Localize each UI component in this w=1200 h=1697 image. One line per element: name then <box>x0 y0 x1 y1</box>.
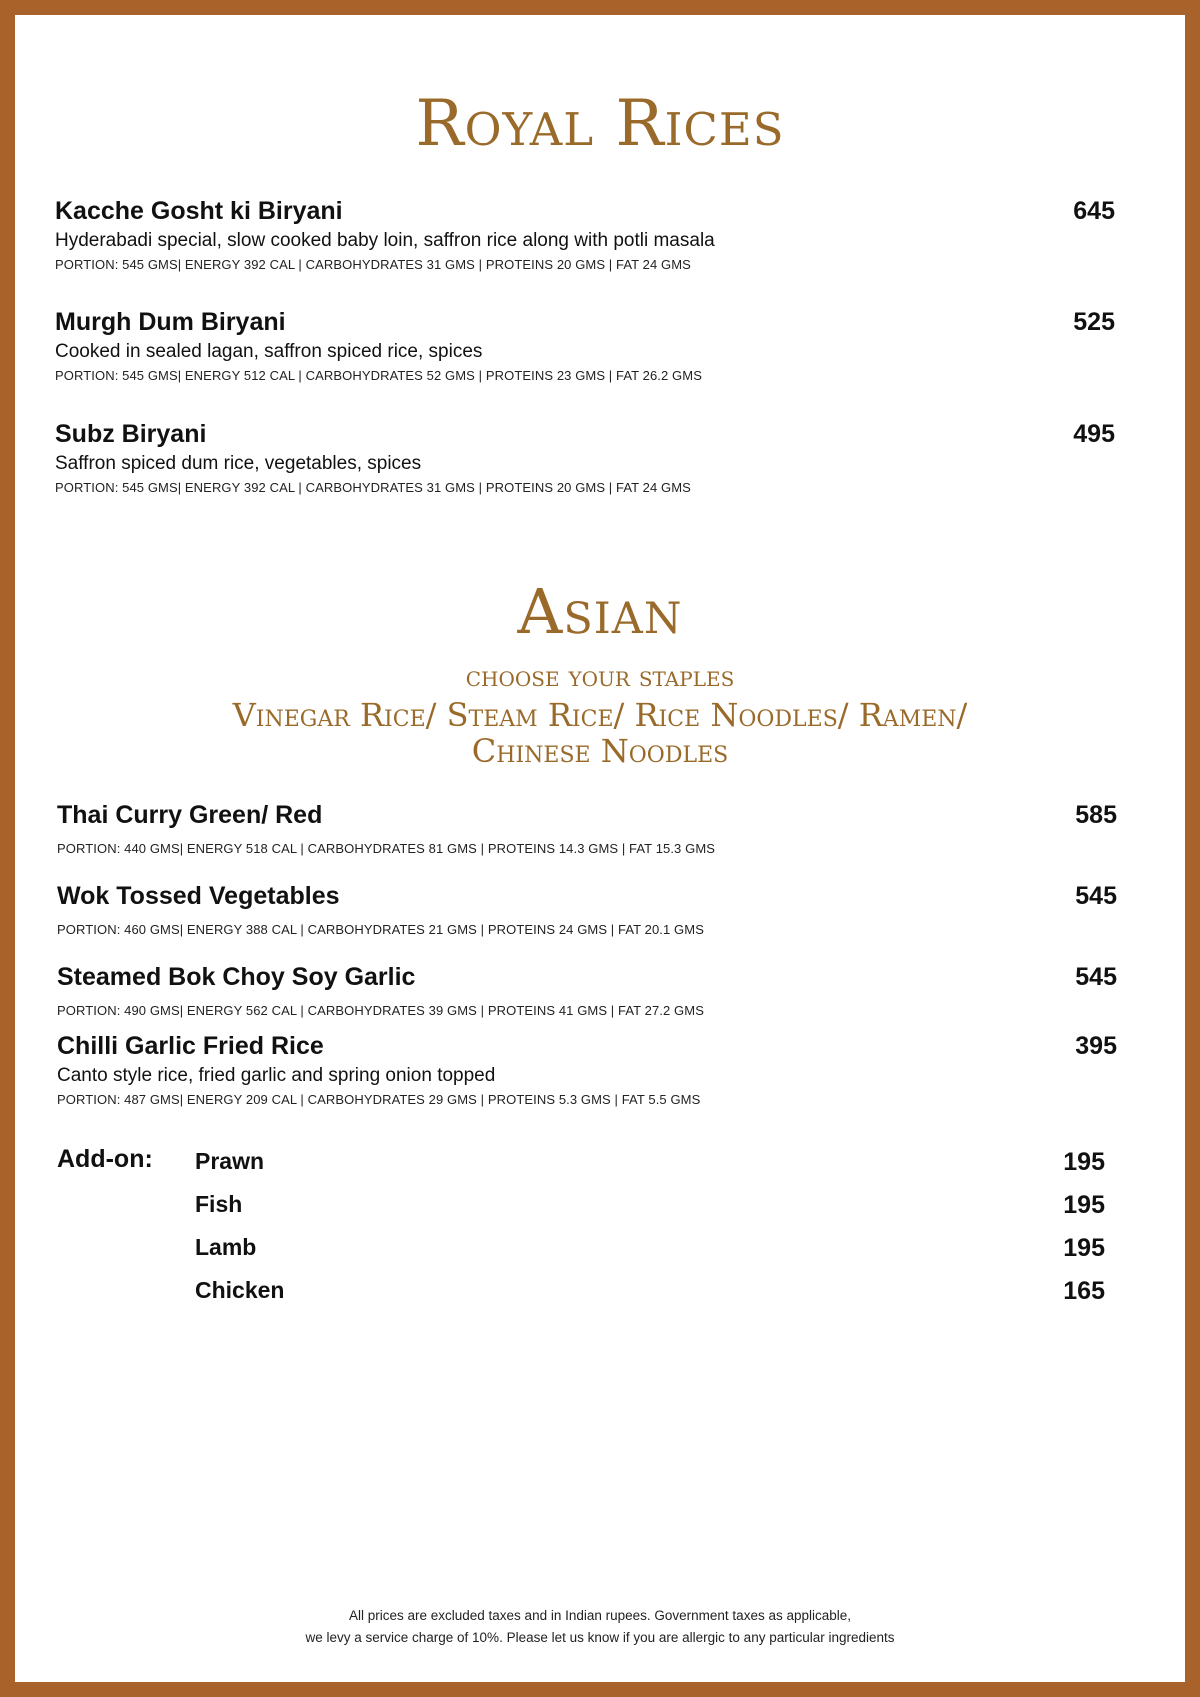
addon-price: 195 <box>1063 1148 1105 1176</box>
asian-staples <box>15 697 1185 769</box>
asian-title: Asian <box>517 575 683 648</box>
footer-line-2: we levy a service charge of 10%. Please let us know if you are allergic to any particular ingredients <box>305 1630 895 1645</box>
addon-name: Chicken <box>195 1277 285 1303</box>
addon-item-fish <box>195 1191 1105 1221</box>
addon-item-chicken <box>195 1277 1105 1307</box>
staples-line-1: Vinegar Rice/ Steam Rice/ Rice Noodles/ Ramen/ <box>232 696 968 734</box>
menu-item-wok-tossed-vegetables <box>57 882 1117 937</box>
menu-page <box>15 15 1185 1682</box>
item-price: 585 <box>1075 801 1117 829</box>
item-name: Subz Biryani <box>55 420 207 448</box>
footer-line-1: All prices are excluded taxes and in Indian rupees. Government taxes as applicable, <box>348 1608 852 1623</box>
item-nutrition: PORTION: 545 GMS| ENERGY 392 CAL | CARBOHYDRATES 31 GMS | PROTEINS 20 GMS | FAT 24 GMS <box>55 480 691 495</box>
addon-name: Lamb <box>195 1234 257 1260</box>
item-description: Canto style rice, fried garlic and spring onion topped <box>57 1065 496 1086</box>
item-price: 545 <box>1075 882 1117 910</box>
item-price: 525 <box>1073 308 1115 336</box>
item-description: Cooked in sealed lagan, saffron spiced rice, spices <box>55 341 483 362</box>
item-description: Hyderabadi special, slow cooked baby loin, saffron rice along with potli masala <box>55 230 715 251</box>
item-nutrition: PORTION: 545 GMS| ENERGY 392 CAL | CARBOHYDRATES 31 GMS | PROTEINS 20 GMS | FAT 24 GMS <box>55 257 691 272</box>
item-price: 395 <box>1075 1032 1117 1060</box>
item-nutrition: PORTION: 440 GMS| ENERGY 518 CAL | CARBOHYDRATES 81 GMS | PROTEINS 14.3 GMS | FAT 15.3 GMS <box>57 841 716 856</box>
item-price: 645 <box>1073 197 1115 225</box>
item-name: Steamed Bok Choy Soy Garlic <box>57 963 416 991</box>
addon-name: Prawn <box>195 1148 265 1174</box>
menu-item-kacche-gosht-ki-biryani <box>55 197 1115 277</box>
item-name: Wok Tossed Vegetables <box>57 882 340 910</box>
item-name: Murgh Dum Biryani <box>55 308 286 336</box>
addon-item-lamb <box>195 1234 1105 1264</box>
menu-item-murgh-dum-biryani <box>55 308 1115 388</box>
addon-label: Add-on: <box>57 1145 153 1173</box>
royal-rices-title: Royal Rices <box>415 87 785 161</box>
item-name: Kacche Gosht ki Biryani <box>55 197 343 225</box>
item-nutrition: PORTION: 460 GMS| ENERGY 388 CAL | CARBOHYDRATES 21 GMS | PROTEINS 24 GMS | FAT 20.1 GMS <box>57 922 704 937</box>
menu-item-chilli-garlic-fried-rice <box>57 1032 1117 1112</box>
asian-subtitle: choose your staples <box>465 660 735 693</box>
item-name: Thai Curry Green/ Red <box>57 801 323 829</box>
addon-item-prawn <box>195 1148 1105 1178</box>
footer-disclaimer <box>15 1605 1185 1649</box>
item-nutrition: PORTION: 487 GMS| ENERGY 209 CAL | CARBOHYDRATES 29 GMS | PROTEINS 5.3 GMS | FAT 5.5 GMS <box>57 1092 701 1107</box>
staples-line-2: Chinese Noodles <box>471 732 729 770</box>
menu-item-subz-biryani <box>55 420 1115 500</box>
menu-item-thai-curry <box>57 801 1117 856</box>
addon-price: 165 <box>1063 1277 1105 1305</box>
addon-price: 195 <box>1063 1191 1105 1219</box>
item-price: 495 <box>1073 420 1115 448</box>
item-description: Saffron spiced dum rice, vegetables, spices <box>55 453 422 474</box>
item-nutrition: PORTION: 545 GMS| ENERGY 512 CAL | CARBOHYDRATES 52 GMS | PROTEINS 23 GMS | FAT 26.2 GMS <box>55 368 702 383</box>
addon-price: 195 <box>1063 1234 1105 1262</box>
addon-name: Fish <box>195 1191 243 1217</box>
item-price: 545 <box>1075 963 1117 991</box>
item-nutrition: PORTION: 490 GMS| ENERGY 562 CAL | CARBOHYDRATES 39 GMS | PROTEINS 41 GMS | FAT 27.2 GMS <box>57 1003 704 1018</box>
item-name: Chilli Garlic Fried Rice <box>57 1032 324 1060</box>
menu-item-steamed-bok-choy <box>57 963 1117 1018</box>
